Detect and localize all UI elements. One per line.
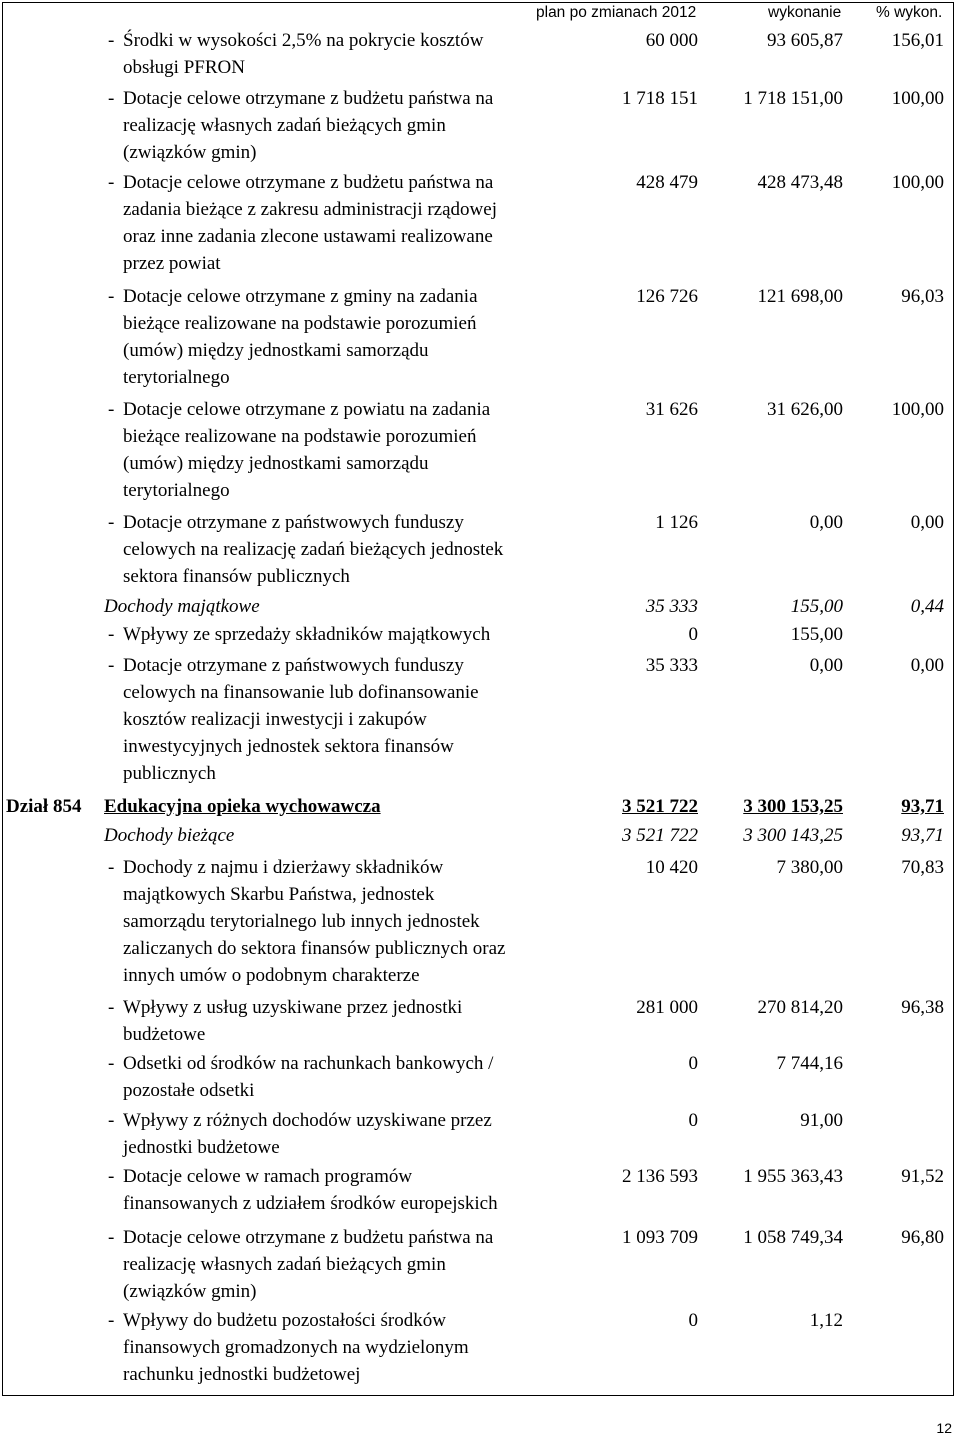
bullet-dash: - [108, 512, 115, 533]
execution-value: 0,00 [809, 512, 843, 533]
plan-value: 35 333 [645, 655, 698, 676]
bullet-dash: - [108, 286, 115, 307]
plan-value: 2 136 593 [622, 1166, 698, 1187]
execution-value: 155,00 [790, 624, 843, 645]
plan-value: 1 093 709 [622, 1227, 698, 1248]
plan-value: 281 000 [636, 997, 698, 1018]
bullet-dash: - [108, 172, 115, 193]
section-code: Dział 854 [6, 796, 82, 817]
plan-value: 428 479 [636, 172, 698, 193]
row-label: Dotacje celowe otrzymane z budżetu państwa na zadania bieżące z zakresu administracji rządowej oraz inne zadania zlecone ustawami realizowane przez powiat [123, 172, 497, 274]
row-label: Dotacje celowe otrzymane z budżetu państwa na realizację własnych zadań bieżących gmin (związków gmin) [123, 88, 494, 163]
plan-value: 0 [688, 624, 698, 645]
execution-value: 3 300 143,25 [743, 825, 843, 846]
bullet-dash: - [108, 997, 115, 1018]
column-header-plan: plan po zmianach 2012 [536, 4, 697, 21]
row-label: Dotacje otrzymane z państwowych funduszy celowych na finansowanie lub dofinansowanie kosztów realizacji inwestycji i zakupów inwestycyjnych jednostek sektora finansów publicznych [123, 655, 479, 784]
bullet-dash: - [108, 399, 115, 420]
percent-value: 96,80 [901, 1227, 944, 1248]
percent-value: 0,00 [910, 512, 944, 533]
column-header-execution: wykonanie [768, 4, 842, 21]
percent-value: 100,00 [891, 172, 944, 193]
percent-value: 93,71 [901, 825, 944, 846]
plan-value: 126 726 [636, 286, 698, 307]
percent-value: 0,44 [910, 596, 944, 617]
percent-value: 156,01 [891, 30, 944, 51]
percent-value: 100,00 [891, 88, 944, 109]
row-label: Wpływy z usług uzyskiwane przez jednostki budżetowe [123, 997, 463, 1045]
plan-value: 31 626 [645, 399, 698, 420]
plan-value: 1 126 [655, 512, 698, 533]
execution-value: 91,00 [800, 1110, 843, 1131]
percent-value: 91,52 [901, 1166, 944, 1187]
percent-value: 100,00 [891, 399, 944, 420]
bullet-dash: - [108, 655, 115, 676]
row-label: Wpływy z różnych dochodów uzyskiwane przez jednostki budżetowe [123, 1110, 492, 1158]
plan-value: 0 [688, 1310, 698, 1331]
row-label: Odsetki od środków na rachunkach bankowych / pozostałe odsetki [123, 1053, 494, 1101]
plan-value: 3 521 722 [622, 796, 698, 817]
plan-value: 1 718 151 [622, 88, 698, 109]
row-label: Dochody majątkowe [104, 596, 260, 617]
bullet-dash: - [108, 1310, 115, 1331]
row-label: Dochody z najmu i dzierżawy składników majątkowych Skarbu Państwa, jednostek samorządu terytorialnego lub innych jednostek zaliczanych do sektora finansów publicznych oraz innych umów o podobnym charakterze [123, 857, 506, 986]
row-label: Wpływy ze sprzedaży składników majątkowych [123, 624, 491, 645]
execution-value: 1 058 749,34 [743, 1227, 843, 1248]
bullet-dash: - [108, 1110, 115, 1131]
row-label: Dotacje celowe otrzymane z powiatu na zadania bieżące realizowane na podstawie porozumień (umów) między jednostkami samorządu terytorialnego [123, 399, 491, 501]
plan-value: 60 000 [645, 30, 698, 51]
execution-value: 121 698,00 [757, 286, 843, 307]
bullet-dash: - [108, 1166, 115, 1187]
column-header-percent: % wykon. [876, 4, 943, 21]
bullet-dash: - [108, 1053, 115, 1074]
row-label: Dotacje otrzymane z państwowych funduszy celowych na realizację zadań bieżących jednostek sektora finansów publicznych [123, 512, 504, 587]
execution-value: 0,00 [809, 655, 843, 676]
bullet-dash: - [108, 857, 115, 878]
row-label: Dochody bieżące [104, 825, 235, 846]
percent-value: 70,83 [901, 857, 944, 878]
percent-value: 93,71 [901, 796, 944, 817]
execution-value: 270 814,20 [757, 997, 843, 1018]
row-label: Środki w wysokości 2,5% na pokrycie kosztów obsługi PFRON [123, 30, 484, 78]
execution-value: 155,00 [790, 596, 843, 617]
execution-value: 3 300 153,25 [743, 796, 843, 817]
plan-value: 10 420 [645, 857, 698, 878]
bullet-dash: - [108, 30, 115, 51]
row-label: Wpływy do budżetu pozostałości środków finansowych gromadzonych na wydzielonym rachunku jednostki budżetowej [123, 1310, 469, 1385]
execution-value: 1 955 363,43 [743, 1166, 843, 1187]
plan-value: 0 [688, 1053, 698, 1074]
execution-value: 1,12 [809, 1310, 843, 1331]
execution-value: 1 718 151,00 [743, 88, 843, 109]
bullet-dash: - [108, 1227, 115, 1248]
bullet-dash: - [108, 624, 115, 645]
execution-value: 31 626,00 [767, 399, 843, 420]
execution-value: 93 605,87 [767, 30, 843, 51]
row-label: Dotacje celowe otrzymane z gminy na zadania bieżące realizowane na podstawie porozumień (umów) między jednostkami samorządu terytorialnego [123, 286, 478, 388]
row-label: Dotacje celowe w ramach programów finansowanych z udziałem środków europejskich [123, 1166, 498, 1214]
plan-value: 3 521 722 [622, 825, 698, 846]
row-label: Edukacyjna opieka wychowawcza [104, 796, 381, 817]
percent-value: 96,03 [901, 286, 944, 307]
execution-value: 7 744,16 [776, 1053, 843, 1074]
bullet-dash: - [108, 88, 115, 109]
row-label: Dotacje celowe otrzymane z budżetu państwa na realizację własnych zadań bieżących gmin (związków gmin) [123, 1227, 494, 1302]
page-number: 12 [936, 1420, 952, 1436]
percent-value: 96,38 [901, 997, 944, 1018]
execution-value: 7 380,00 [776, 857, 843, 878]
plan-value: 35 333 [645, 596, 698, 617]
execution-value: 428 473,48 [757, 172, 843, 193]
percent-value: 0,00 [910, 655, 944, 676]
plan-value: 0 [688, 1110, 698, 1131]
